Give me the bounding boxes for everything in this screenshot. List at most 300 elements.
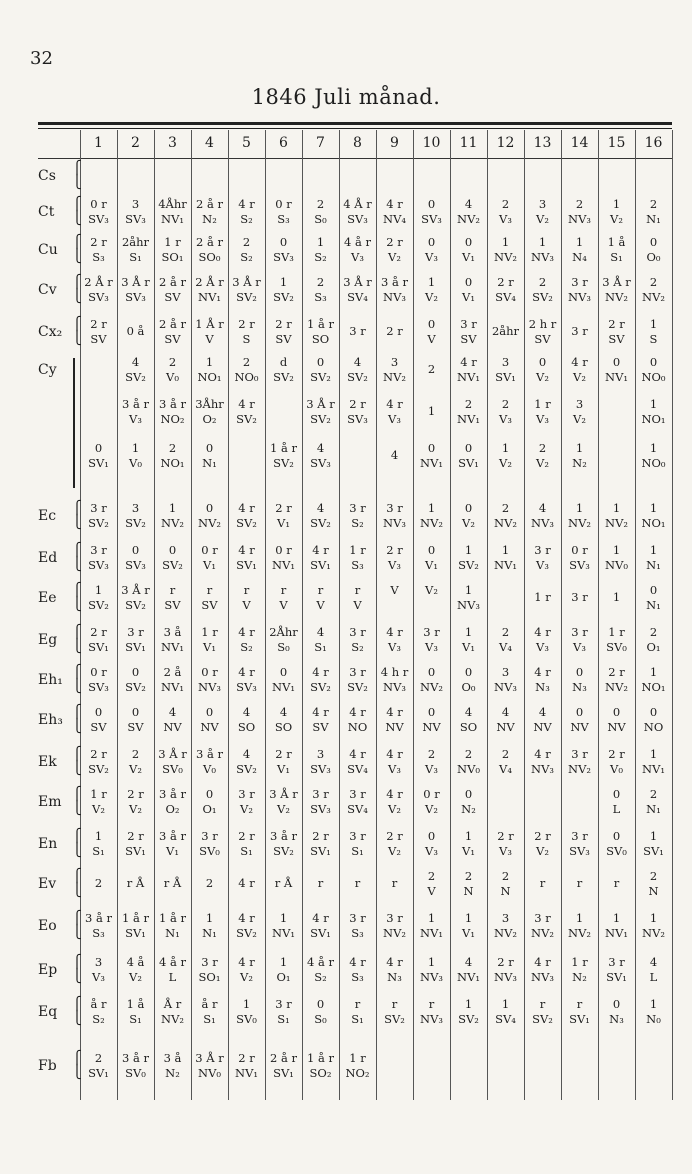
- table-cell: 4 r SV₂: [236, 501, 257, 530]
- table-cell: 1 V₀: [129, 441, 142, 470]
- row-label: Ev: [38, 876, 57, 892]
- table-cell: 3 Å r NV₀: [195, 1051, 224, 1080]
- table-cell: 3 r S₂: [349, 625, 366, 654]
- table-cell: 3 V₂: [573, 397, 586, 426]
- row-label: Cv: [38, 282, 57, 298]
- table-cell: 4 r SV₂: [236, 911, 257, 940]
- table-cell: 1 S₂: [314, 235, 327, 264]
- table-cell: 1 NV₃: [420, 955, 443, 984]
- table-cell: 0 NV: [570, 705, 589, 734]
- table-cell: 2 S₂: [240, 235, 253, 264]
- table-cell: 2 V₀: [166, 355, 179, 384]
- table-cell: 1 NV₂: [420, 501, 443, 530]
- table-cell: 2 NV₂: [494, 501, 517, 530]
- table-cell: 1 V₂: [610, 197, 623, 226]
- row-label: Cs: [38, 168, 56, 184]
- table-cell: 3 r S₁: [275, 997, 292, 1026]
- table-cell: 0 r V₁: [201, 543, 218, 572]
- table-cell: 2: [427, 362, 436, 376]
- column-header: 7: [316, 135, 325, 151]
- table-cell: 3 r SO₁: [198, 955, 221, 984]
- table-cell: 2 r V₁: [275, 501, 292, 530]
- table-cell: 0 N₂: [461, 787, 476, 816]
- table-cell: 1 SV₄: [495, 997, 516, 1026]
- brace-icon: ⎧ ⎩: [72, 955, 82, 984]
- table-cell: 4 å r V₃: [344, 235, 371, 264]
- table-cell: 4 r V₂: [571, 355, 588, 384]
- table-cell: å r S₂: [90, 997, 107, 1026]
- table-cell: 3 r: [349, 324, 366, 338]
- table-cell: 2 NO₀: [234, 355, 259, 384]
- table-cell: 1 S: [649, 317, 658, 346]
- table-cell: 2 Å r NV₁: [195, 275, 224, 304]
- table-cell: r: [613, 876, 620, 890]
- table-cell: 3 r: [571, 324, 588, 338]
- row-label: Ed: [38, 550, 58, 566]
- table-cell: 1 å r SO: [307, 317, 334, 346]
- table-cell: 3 V₂: [536, 197, 549, 226]
- table-cell: 4 r V₃: [534, 625, 551, 654]
- table-cell: 2 r V₂: [534, 829, 551, 858]
- table-cell: 1 å S₁: [607, 235, 626, 264]
- table-cell: 2 NV₂: [642, 275, 665, 304]
- table-cell: 0 NV₁: [605, 355, 628, 384]
- row-label: Eq: [38, 1004, 58, 1020]
- brace-icon: ⎧ ⎩: [72, 161, 82, 190]
- table-cell: 3 å r O₂: [159, 787, 186, 816]
- table-cell: 3 V₃: [92, 955, 105, 984]
- table-cell: V₂: [425, 583, 438, 597]
- table-cell: 2 r V₁: [275, 747, 292, 776]
- table-cell: 0 NO₀: [641, 355, 666, 384]
- table-cell: r Å: [163, 876, 182, 890]
- row-label: En: [38, 836, 58, 852]
- table-cell: 0 NV₁: [272, 665, 295, 694]
- table-cell: 1 NV₂: [161, 501, 184, 530]
- column-header: 4: [205, 135, 214, 151]
- table-cell: 0 SV₀: [606, 829, 627, 858]
- table-cell: 2 r S: [238, 317, 255, 346]
- table-cell: 1 S₁: [92, 829, 105, 858]
- table-cell: 2 å r N₂: [196, 197, 223, 226]
- brace-icon: ⎧ ⎩: [72, 1051, 82, 1080]
- row-label: Eg: [38, 632, 58, 648]
- table-cell: 4 r SV₁: [310, 911, 331, 940]
- table-cell: 3 r S₂: [349, 501, 366, 530]
- table-cell: 4 NV: [163, 705, 182, 734]
- table-cell: 0 SV₂: [162, 543, 183, 572]
- table-cell: 3 r SV: [460, 317, 477, 346]
- column-header: 13: [533, 135, 552, 151]
- table-cell: 2 V₂: [536, 441, 549, 470]
- table-cell: r SV: [201, 583, 218, 612]
- column-header: 10: [422, 135, 441, 151]
- table-cell: 2 V₂: [129, 747, 142, 776]
- column-header: 3: [168, 135, 177, 151]
- table-cell: 2 å r SV₁: [270, 1051, 297, 1080]
- table-cell: 0 N₁: [202, 441, 217, 470]
- column-header: 9: [390, 135, 399, 151]
- table-cell: 4 r: [238, 876, 255, 890]
- row-label: Cx₂: [38, 324, 63, 340]
- row-label: Ee: [38, 590, 57, 606]
- table-cell: 1 N₁: [202, 911, 217, 940]
- table-cell: 2 r V₃: [386, 543, 403, 572]
- table-cell: 1 NV₁: [272, 911, 295, 940]
- table-cell: 1 SV₀: [236, 997, 257, 1026]
- row-label: Eh₁: [38, 672, 63, 688]
- table-cell: r Å: [274, 876, 293, 890]
- table-cell: 2 r V₂: [386, 829, 403, 858]
- table-cell: 4 r NV: [385, 705, 404, 734]
- table-cell: 3 NV₂: [494, 911, 517, 940]
- row-label: Cy: [38, 362, 57, 378]
- table-cell: 0 SV₃: [421, 197, 442, 226]
- table-cell: 0 V₃: [425, 235, 438, 264]
- table-cell: 4 å r L: [159, 955, 186, 984]
- table-cell: 1 NO₁: [641, 397, 666, 426]
- brace-icon: ⎧ ⎩: [72, 317, 82, 346]
- table-cell: 0 V₁: [425, 543, 438, 572]
- table-cell: 1 NV₃: [457, 583, 480, 612]
- table-cell: r NV₃: [420, 997, 443, 1026]
- brace-icon: ⎧ ⎩: [72, 997, 82, 1026]
- table-cell: 4 å V₂: [126, 955, 145, 984]
- table-cell: 1 V₁: [462, 911, 475, 940]
- table-cell: 2 S₃: [314, 275, 327, 304]
- table-cell: 2 NV₁: [457, 397, 480, 426]
- table-cell: V: [390, 583, 399, 597]
- table-cell: 4 r V₂: [386, 787, 403, 816]
- table-cell: 0 r S₃: [275, 197, 292, 226]
- table-cell: 0 V₃: [425, 829, 438, 858]
- row-label: Ek: [38, 754, 57, 770]
- brace-icon: ⎧ ⎩: [72, 543, 82, 572]
- table-cell: 3 SV₂: [125, 501, 146, 530]
- brace-icon: ⎧ ⎩: [72, 583, 82, 612]
- table-cell: 1 å r SO₂: [307, 1051, 334, 1080]
- table-cell: 4 r SV₂: [310, 665, 331, 694]
- table-cell: 1 r S₃: [349, 543, 366, 572]
- table-cell: r SV₁: [569, 997, 590, 1026]
- table-cell: 1 N₂: [572, 441, 587, 470]
- table-cell: 2 V₄: [499, 625, 512, 654]
- table-cell: 4 r SV₁: [310, 543, 331, 572]
- brace-icon: ⎧ ⎩: [72, 197, 82, 226]
- table-cell: 3 å r SV₀: [122, 1051, 149, 1080]
- table-cell: 2 SV₁: [88, 1051, 109, 1080]
- table-cell: 3 r SV₃: [310, 787, 331, 816]
- table-cell: 4 r SV₂: [236, 397, 257, 426]
- table-cell: 2 V₃: [499, 197, 512, 226]
- brace-icon: ⎧ ⎩: [72, 625, 82, 654]
- table-cell: 1 NV₂: [494, 235, 517, 264]
- table-cell: 3 r V₂: [238, 787, 255, 816]
- table-cell: 0 O₀: [646, 235, 661, 264]
- table-cell: 1 å r N₁: [159, 911, 186, 940]
- table-cell: 0 SV: [90, 705, 107, 734]
- table-cell: 0 L: [612, 787, 621, 816]
- table-cell: 3 Å r SV₂: [121, 583, 150, 612]
- table-cell: 1 NV₁: [494, 543, 517, 572]
- table-cell: 3 Å r V₂: [269, 787, 298, 816]
- table-cell: 0 S₀: [314, 997, 327, 1026]
- table-cell: 1 NV₂: [605, 501, 628, 530]
- table-cell: 4 r SV₄: [347, 747, 368, 776]
- table-cell: d SV₂: [273, 355, 294, 384]
- table-cell: 2 r NV₃: [494, 955, 517, 984]
- table-cell: 3 r SV₃: [569, 829, 590, 858]
- table-cell: 2 r NV₁: [235, 1051, 258, 1080]
- table-cell: 0 N₃: [609, 997, 624, 1026]
- table-cell: 0 NV: [607, 705, 626, 734]
- table-cell: 1 NO₁: [641, 665, 666, 694]
- column-header: 2: [131, 135, 140, 151]
- table-cell: 2åhr S₁: [121, 235, 150, 264]
- table-cell: 2 r SV₂: [88, 747, 109, 776]
- table-cell: 0 N₁: [646, 583, 661, 612]
- table-cell: 4 L: [649, 955, 658, 984]
- cy-group-brace: [73, 358, 78, 488]
- table-cell: r: [539, 876, 546, 890]
- table-cell: 2 r V₃: [497, 829, 514, 858]
- table-cell: 1 V₁: [462, 625, 475, 654]
- table-cell: 3 å r SV₂: [270, 829, 297, 858]
- table-cell: 3 r SV₁: [125, 625, 146, 654]
- table-cell: 1 r N₂: [571, 955, 588, 984]
- table-cell: 3 r V₃: [423, 625, 440, 654]
- table-cell: 2 å NV₁: [161, 665, 184, 694]
- table-cell: 2 V₃: [499, 397, 512, 426]
- table-cell: 1 Å r V: [195, 317, 224, 346]
- table-cell: 2 r SV₁: [125, 829, 146, 858]
- table-cell: 3 SV₃: [310, 747, 331, 776]
- table-cell: 3 r S₁: [349, 829, 366, 858]
- table-cell: 1 r SO₁: [161, 235, 184, 264]
- brace-icon: ⎧ ⎩: [72, 787, 82, 816]
- table-cell: 0 O₁: [202, 787, 217, 816]
- table-cell: 4 r V₃: [386, 625, 403, 654]
- table-cell: 1 å r SV₂: [270, 441, 297, 470]
- table-cell: 3 Å r SV₀: [158, 747, 187, 776]
- table-cell: 2 O₁: [646, 625, 661, 654]
- table-cell: 3 r S₃: [349, 911, 366, 940]
- table-cell: 2 å r SO₀: [196, 235, 223, 264]
- table-cell: 3 Å r SV₃: [121, 275, 150, 304]
- table-cell: 2 NV₃: [568, 197, 591, 226]
- brace-icon: ⎧ ⎩: [72, 705, 82, 734]
- table-cell: 2 r SV: [275, 317, 292, 346]
- table-cell: 2: [205, 876, 214, 890]
- table-cell: r V: [242, 583, 251, 612]
- table-cell: r: [391, 876, 398, 890]
- table-cell: 4 r NV₃: [531, 747, 554, 776]
- column-header: 16: [644, 135, 663, 151]
- table-cell: r SV₂: [532, 997, 553, 1026]
- table-cell: 3 r NV₂: [568, 747, 591, 776]
- table-cell: 0 r SV₃: [569, 543, 590, 572]
- brace-icon: ⎧ ⎩: [72, 275, 82, 304]
- table-cell: 4 r NO: [347, 705, 368, 734]
- table-cell: 1 N₀: [646, 997, 661, 1026]
- table-cell: 4 SV₂: [125, 355, 146, 384]
- table-cell: 1 SV₂: [273, 275, 294, 304]
- table-cell: 2 r SV₁: [88, 625, 109, 654]
- table-cell: 1 N₁: [646, 543, 661, 572]
- table-cell: 3 å r NO₂: [159, 397, 186, 426]
- table-cell: 0 V₁: [462, 275, 475, 304]
- table-cell: 2 S₀: [314, 197, 327, 226]
- column-header: 8: [353, 135, 362, 151]
- brace-icon: ⎧ ⎩: [72, 235, 82, 264]
- table-cell: 4 r NV₄: [383, 197, 406, 226]
- table-cell: 1 NO₁: [197, 355, 222, 384]
- column-header: 1: [94, 135, 103, 151]
- table-cell: 3 Å r SV₂: [306, 397, 335, 426]
- table-cell: 2 r V₂: [127, 787, 144, 816]
- table-cell: 1 NO₀: [641, 441, 666, 470]
- table-cell: 0 NV₁: [420, 441, 443, 470]
- table-cell: 2: [94, 876, 103, 890]
- column-header: 5: [242, 135, 251, 151]
- table-cell: 3 å r S₃: [85, 911, 112, 940]
- table-cell: 3 å NV₁: [161, 625, 184, 654]
- table-cell: 4 r S₂: [238, 625, 255, 654]
- table-cell: 0 r SV₃: [88, 665, 109, 694]
- table-cell: 2 N₁: [646, 787, 661, 816]
- table-cell: 1 r V₁: [201, 625, 218, 654]
- table-cell: 4 r SV₃: [236, 665, 257, 694]
- table-cell: 3 r NV₃: [568, 275, 591, 304]
- table-cell: 4 S₁: [314, 625, 327, 654]
- table-cell: 2 r NV₂: [605, 665, 628, 694]
- brace-icon: ⎧ ⎩: [72, 869, 82, 898]
- table-cell: 4 SO: [459, 705, 478, 734]
- table-cell: 3Åhr O₂: [195, 397, 224, 426]
- table-cell: 2 NV₀: [457, 747, 480, 776]
- table-cell: 4 r V₂: [238, 955, 255, 984]
- table-cell: 4 r V₃: [386, 397, 403, 426]
- table-cell: 2 r SV₁: [310, 829, 331, 858]
- table-cell: 2 Å r SV₃: [84, 275, 113, 304]
- table-cell: 3 Å r SV₂: [232, 275, 261, 304]
- table-cell: 3 Å r SV₄: [343, 275, 372, 304]
- column-header: 14: [570, 135, 589, 151]
- row-label: Eh₃: [38, 712, 63, 728]
- table-cell: r: [576, 876, 583, 890]
- table-cell: 3 SV₃: [125, 197, 146, 226]
- table-cell: 4 r V₃: [386, 747, 403, 776]
- table-cell: 4 r S₃: [349, 955, 366, 984]
- table-cell: 2 SV₂: [532, 275, 553, 304]
- table-cell: 4 r S₂: [238, 197, 255, 226]
- table-cell: 2 r SV: [90, 317, 107, 346]
- table-cell: 4 å r S₂: [307, 955, 334, 984]
- table-cell: 1 SV₁: [643, 829, 664, 858]
- row-label: Cu: [38, 242, 58, 258]
- table-cell: 0 N₃: [572, 665, 587, 694]
- table-cell: Å r NV₂: [161, 997, 184, 1026]
- row-label: Ct: [38, 204, 55, 220]
- table-cell: 4: [390, 448, 399, 462]
- table-cell: 3 SV₁: [495, 355, 516, 384]
- table-cell: 0 SV₃: [125, 543, 146, 572]
- table-cell: 3 NV₂: [383, 355, 406, 384]
- table-cell: 4 r NV₃: [531, 955, 554, 984]
- table-cell: 1 O₁: [276, 955, 291, 984]
- row-label: Em: [38, 794, 62, 810]
- table-cell: 2 r V₂: [386, 235, 403, 264]
- table-cell: 4Åhr NV₁: [158, 197, 187, 226]
- table-cell: 1 N₄: [572, 235, 587, 264]
- column-divider: [672, 130, 673, 1100]
- table-cell: r V: [353, 583, 362, 612]
- table-cell: r V: [279, 583, 288, 612]
- table-cell: 3 r NV₂: [531, 911, 554, 940]
- table-cell: 2Åhr S₀: [269, 625, 298, 654]
- table-cell: 2 N: [500, 869, 511, 898]
- table-cell: 1 NV₁: [605, 911, 628, 940]
- column-header: 15: [607, 135, 626, 151]
- table-cell: 0 SV: [127, 705, 144, 734]
- table-cell: 0 NO: [643, 705, 664, 734]
- table-cell: 1 NV₁: [642, 747, 665, 776]
- row-label: Fb: [38, 1058, 57, 1074]
- table-cell: 1 å S₁: [126, 997, 145, 1026]
- table-cell: 2 r SV₄: [495, 275, 516, 304]
- table-cell: 2 å r SV: [159, 275, 186, 304]
- table-cell: 4 SO: [237, 705, 256, 734]
- table-cell: 4 r NV₁: [457, 355, 480, 384]
- page-title: 1846 Juli månad.: [251, 85, 441, 109]
- table-cell: 1 r NO₂: [345, 1051, 370, 1080]
- table-cell: 3 r NV₃: [383, 501, 406, 530]
- table-cell: 1: [427, 404, 436, 418]
- table-cell: 2 V₃: [425, 747, 438, 776]
- table-cell: 2 NO₁: [160, 441, 185, 470]
- table-cell: 3 r SV₀: [199, 829, 220, 858]
- table-cell: 2 h r SV: [528, 317, 557, 346]
- table-cell: 3 r: [571, 590, 588, 604]
- table-cell: 1 SV₂: [88, 583, 109, 612]
- table-cell: 3 r NV₂: [383, 911, 406, 940]
- table-cell: 3 r SV₁: [606, 955, 627, 984]
- table-cell: 0 O₀: [461, 665, 476, 694]
- table-cell: 0 V₂: [536, 355, 549, 384]
- table-cell: 1 NV₁: [420, 911, 443, 940]
- table-cell: 4 SV₂: [310, 501, 331, 530]
- table-cell: 4 NV₂: [457, 197, 480, 226]
- brace-icon: ⎧ ⎩: [72, 829, 82, 858]
- table-cell: 1 SV₂: [458, 997, 479, 1026]
- table-cell: 4 SV₂: [236, 747, 257, 776]
- table-cell: 1 NV₂: [568, 911, 591, 940]
- table-cell: 0 NV: [422, 705, 441, 734]
- table-cell: 2 V₄: [499, 747, 512, 776]
- table-cell: 4 Å r SV₃: [343, 197, 372, 226]
- table-cell: 0 r V₂: [423, 787, 440, 816]
- table-cell: å r S₁: [201, 997, 218, 1026]
- table-cell: 3 r SV₂: [88, 501, 109, 530]
- table-cell: 2 V: [427, 869, 436, 898]
- table-cell: 1 r V₂: [90, 787, 107, 816]
- row-label: Eo: [38, 918, 57, 934]
- table-cell: 4 NV₁: [457, 955, 480, 984]
- table-cell: r SV₂: [384, 997, 405, 1026]
- table-cell: 2 å r SV: [159, 317, 186, 346]
- table-cell: 4 r N₃: [386, 955, 403, 984]
- table-cell: 1 V₂: [499, 441, 512, 470]
